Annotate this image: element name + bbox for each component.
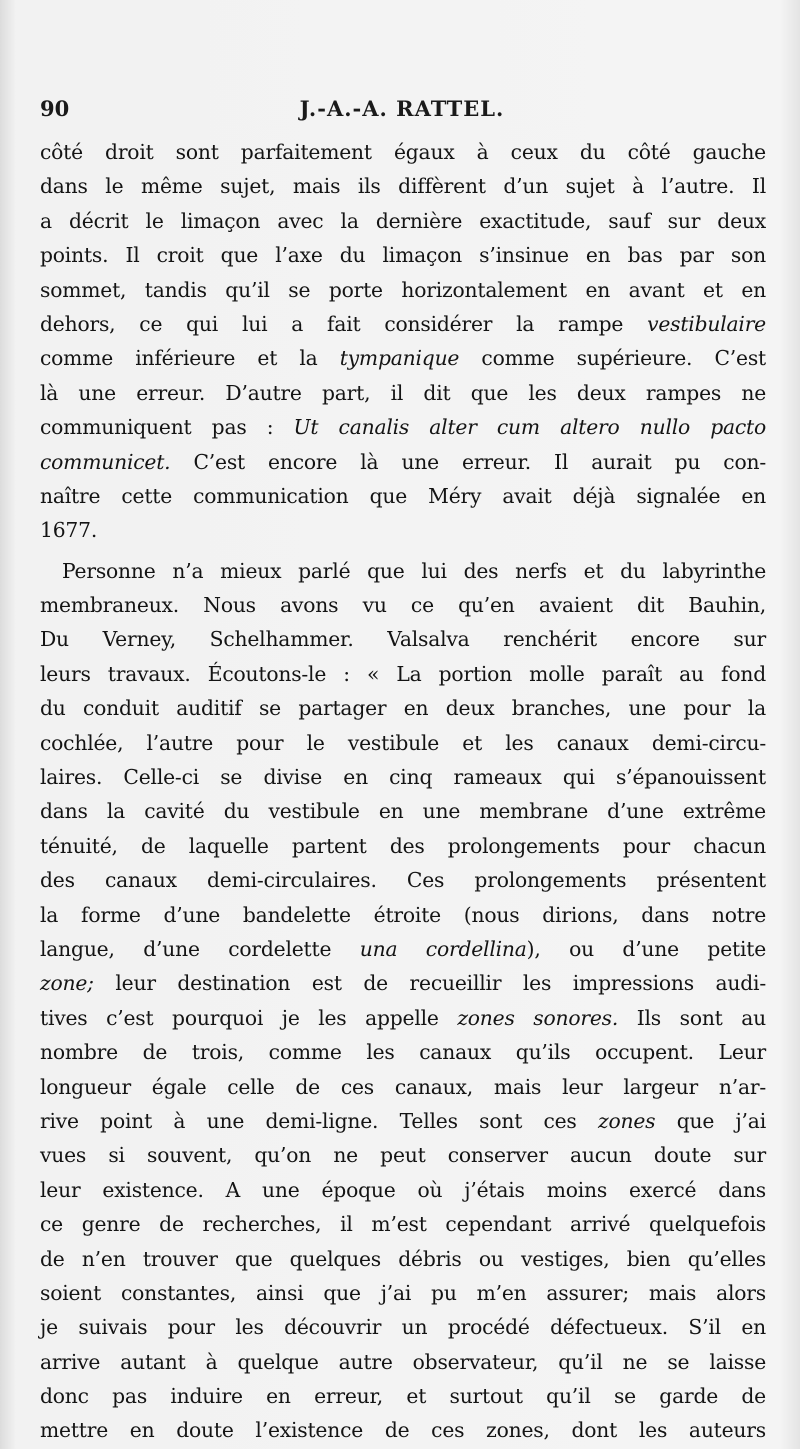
text-run: ténuité, de laquelle partent des prolongements pour chacun [40, 833, 766, 858]
text-line [40, 513, 766, 547]
text-line [40, 760, 766, 794]
text-run: des canaux demi-circulaires. Ces prolongements présentent [40, 868, 766, 893]
text-line [40, 622, 766, 656]
italic-run: vestibulaire [647, 311, 766, 336]
running-head: J.-A.-A. RATTEL. [299, 96, 505, 121]
text-run: a décrit le limaçon avec la dernière exactitude, sauf sur deux [40, 208, 766, 233]
text-run: tives c’est pourquoi je les appelle [40, 1005, 458, 1030]
italic-run: zones [597, 1108, 656, 1133]
italic-run: communicet. [40, 449, 171, 474]
text-run: leurs travaux. Écoutons-le : « La portion molle paraît au fond [40, 661, 766, 686]
paragraph [40, 554, 766, 1448]
text-run: je suivais pour les découvrir un procédé défectueux. S’il en [40, 1315, 766, 1340]
text-line [40, 1276, 766, 1310]
text-run: C’est encore là une erreur. Il aurait pu con- [170, 449, 766, 474]
text-run: sommet, tandis qu’il se porte horizontalement en avant et en [40, 277, 766, 302]
paragraph [40, 135, 766, 548]
text-line [40, 1070, 766, 1104]
text-run: leur destination est de recueillir les impressions audi- [93, 971, 766, 996]
text-line [40, 1035, 766, 1069]
text-run: rive point à une demi-ligne. Telles sont ces [40, 1108, 598, 1133]
text-line [40, 1207, 766, 1241]
text-run: de n’en trouver que quelques débris ou vestiges, bien qu’elles [40, 1246, 766, 1271]
text-line [40, 726, 766, 760]
text-line [40, 307, 766, 341]
page-header [40, 96, 764, 128]
text-line [40, 376, 766, 410]
text-line [40, 410, 766, 444]
text-run: là une erreur. D’autre part, il dit que les deux rampes ne [40, 380, 766, 405]
text-line [40, 1138, 766, 1172]
text-run: longueur égale celle de ces canaux, mais leur largeur n’ar- [40, 1074, 766, 1099]
text-run: naître cette communication que Méry avait déjà signalée en [40, 483, 766, 508]
text-line [40, 966, 766, 1000]
text-line [40, 657, 766, 691]
text-run: Du Verney, Schelhammer. Valsalva renchérit encore sur [40, 627, 766, 652]
text-run: membraneux. Nous avons vu ce qu’en avaient dit Bauhin, [40, 593, 766, 618]
text-run: ), ou d’une petite [526, 936, 766, 961]
text-line [40, 691, 766, 725]
text-line [40, 588, 766, 622]
text-run: dehors, ce qui lui a fait considérer la rampe [40, 311, 648, 336]
italic-run: una cordellina [359, 936, 527, 961]
italic-run: zone; [40, 971, 94, 996]
text-line [40, 829, 766, 863]
text-run: mettre en doute l’existence de ces zones, dont les auteurs [40, 1418, 766, 1443]
text-run: côté droit sont parfaitement égaux à ceux du côté gauche [40, 140, 766, 164]
text-line [40, 1379, 766, 1413]
text-line [40, 1242, 766, 1276]
text-run: la forme d’une bandelette étroite (nous dirions, dans notre [40, 902, 766, 927]
text-run: comme supérieure. C’est [459, 346, 766, 371]
text-run: Ils sont au [618, 1005, 766, 1030]
text-run: ce genre de recherches, il m’est cependant arrivé quelquefois [40, 1212, 766, 1237]
text-run: vues si souvent, qu’on ne peut conserver aucun doute sur [40, 1143, 766, 1168]
text-line [40, 1001, 766, 1035]
body-text [40, 135, 766, 1448]
text-run: 1677. [40, 518, 98, 543]
text-run: nombre de trois, comme les canaux qu’ils occupent. Leur [40, 1040, 766, 1065]
text-line [40, 341, 766, 375]
text-run: donc pas induire en erreur, et surtout qu’il se garde de [40, 1384, 766, 1409]
text-line [40, 863, 766, 897]
text-run: Personne n’a mieux parlé que lui des nerfs et du labyrinthe [62, 558, 766, 583]
italic-run: tympanique [339, 346, 460, 371]
italic-run: zones sonores. [457, 1005, 619, 1030]
text-line [40, 1413, 766, 1447]
page-number: 90 [40, 96, 70, 121]
text-line [40, 445, 766, 479]
text-line [40, 1173, 766, 1207]
text-line [40, 135, 766, 169]
text-line [40, 169, 766, 203]
text-run: comme inférieure et la [40, 346, 340, 371]
text-run: que j’ai [655, 1108, 766, 1133]
italic-run: Ut canalis alter cum altero nullo pacto [293, 415, 766, 440]
text-line [40, 273, 766, 307]
text-run: communiquent pas : [40, 415, 294, 440]
text-line [40, 932, 766, 966]
text-run: du conduit auditif se partager en deux branches, une pour la [40, 696, 766, 721]
text-line [40, 554, 766, 588]
text-line [40, 238, 766, 272]
text-run: arrive autant à quelque autre observateur, qu’il ne se laisse [40, 1349, 766, 1374]
text-line [40, 1104, 766, 1138]
text-line [40, 479, 766, 513]
text-run: dans le même sujet, mais ils diffèrent d’un sujet à l’autre. Il [40, 174, 766, 199]
text-run: leur existence. A une époque où j’étais moins exercé dans [40, 1177, 766, 1202]
text-run: points. Il croit que l’axe du limaçon s’insinue en bas par son [40, 243, 766, 268]
text-line [40, 1345, 766, 1379]
text-line [40, 794, 766, 828]
text-line [40, 1310, 766, 1344]
text-run: dans la cavité du vestibule en une membrane d’une extrême [40, 799, 766, 824]
text-run: laires. Celle-ci se divise en cinq rameaux qui s’épanouissent [40, 765, 766, 790]
text-line [40, 898, 766, 932]
text-line [40, 204, 766, 238]
text-run: soient constantes, ainsi que j’ai pu m’en assurer; mais alors [40, 1280, 766, 1305]
text-run: cochlée, l’autre pour le vestibule et les canaux demi-circu- [40, 730, 766, 755]
text-run: langue, d’une cordelette [40, 936, 360, 961]
